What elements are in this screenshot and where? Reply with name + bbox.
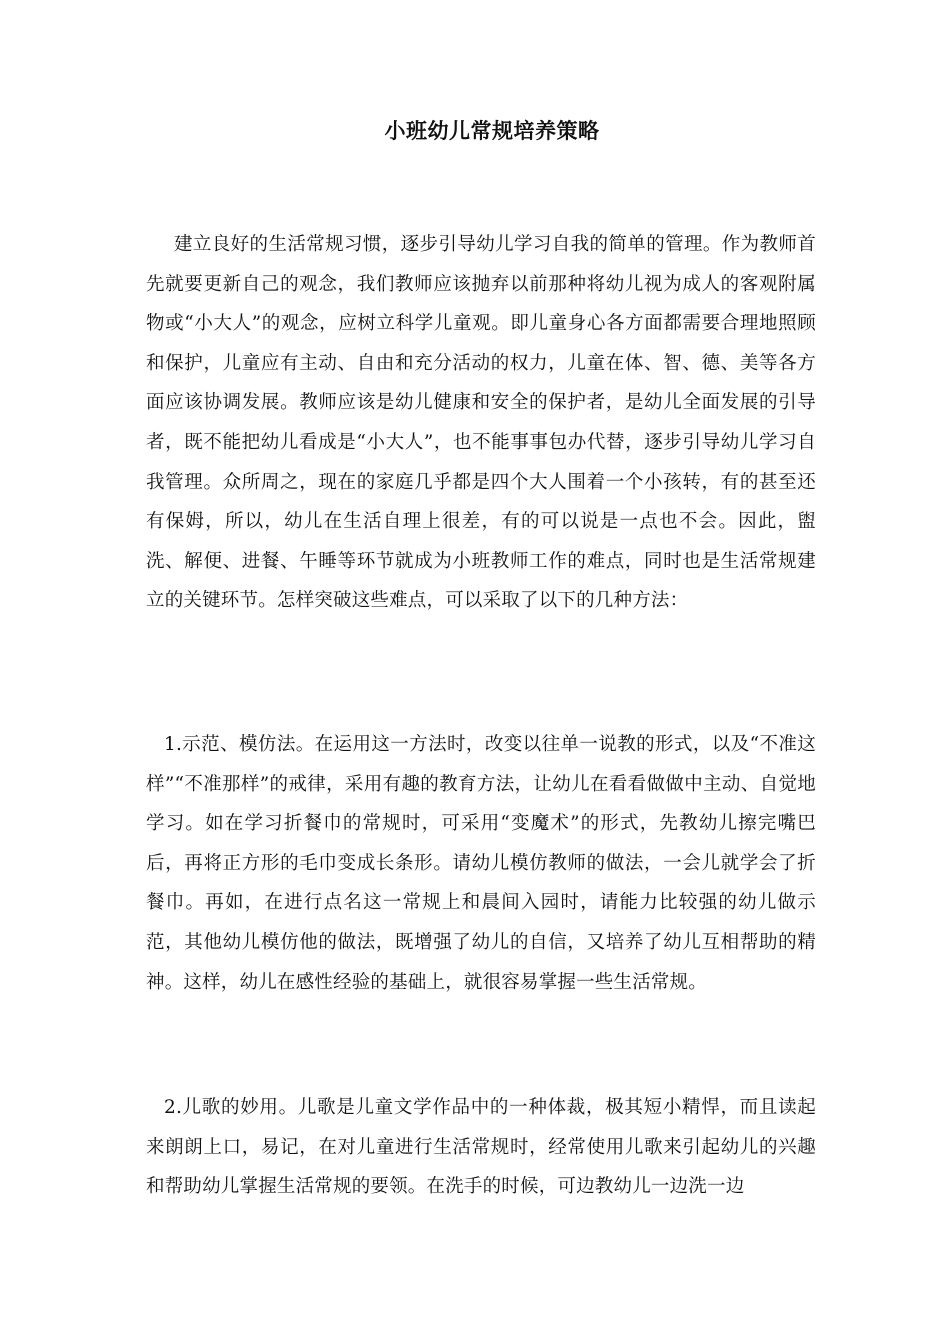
method-1-paragraph: 1.示范、模仿法。在运用这一方法时，改变以往单一说教的形式，以及“不准这样”“不准那样”的戒律，采用有趣的教育方法，让幼儿在看看做做中主动、自觉地学习。如在学习折餐巾的常规时，可采用“变魔术”的形式，先教幼儿擦完嘴巴后，再将正方形的毛巾变成长条形。请幼儿模仿教师的做法，一会儿就学会了折餐巾。再如，在进行点名这一常规上和晨间入园时，请能力比较强的幼儿做示范，其他幼儿模仿他的做法，既增强了幼儿的自信，又培养了幼儿互相帮助的精神。这样，幼儿在感性经验的基础上，就很容易掌握一些生活常规。 [146,734,816,993]
document-title: 小班幼儿常规培养策略 [384,118,600,143]
method-2-paragraph: 2.儿歌的妙用。儿歌是儿童文学作品中的一种体裁，极其短小精悍，而且读起来朗朗上口，易记，在对儿童进行生活常规时，经常使用儿歌来引起幼儿的兴趣和帮助幼儿掌握生活常规的要领。在洗手的时候，可边教幼儿一边洗一边 [146,1097,816,1198]
intro-paragraph: 建立良好的生活常规习惯，逐步引导幼儿学习自我的简单的管理。作为教师首先就要更新自己的观念，我们教师应该抛弃以前那种将幼儿视为成人的客观附属物或“小大人”的观念，应树立科学儿童观。即儿童身心各方面都需要合理地照顾和保护，儿童应有主动、自由和充分活动的权力，儿童在体、智、德、美等各方面应该协调发展。教师应该是幼儿健康和安全的保护者，是幼儿全面发展的引导者，既不能把幼儿看成是“小大人”，也不能事事包办代替，逐步引导幼儿学习自我管理。众所周之，现在的家庭几乎都是四个大人围着一个小孩转，有的甚至还有保姆，所以，幼儿在生活自理上很差，有的可以说是一点也不会。因此，盥洗、解便、进餐、午睡等环节就成为小班教师工作的难点，同时也是生活常规建立的关键环节。怎样突破这些难点，可以采取了以下的几种方法： [146,234,816,612]
